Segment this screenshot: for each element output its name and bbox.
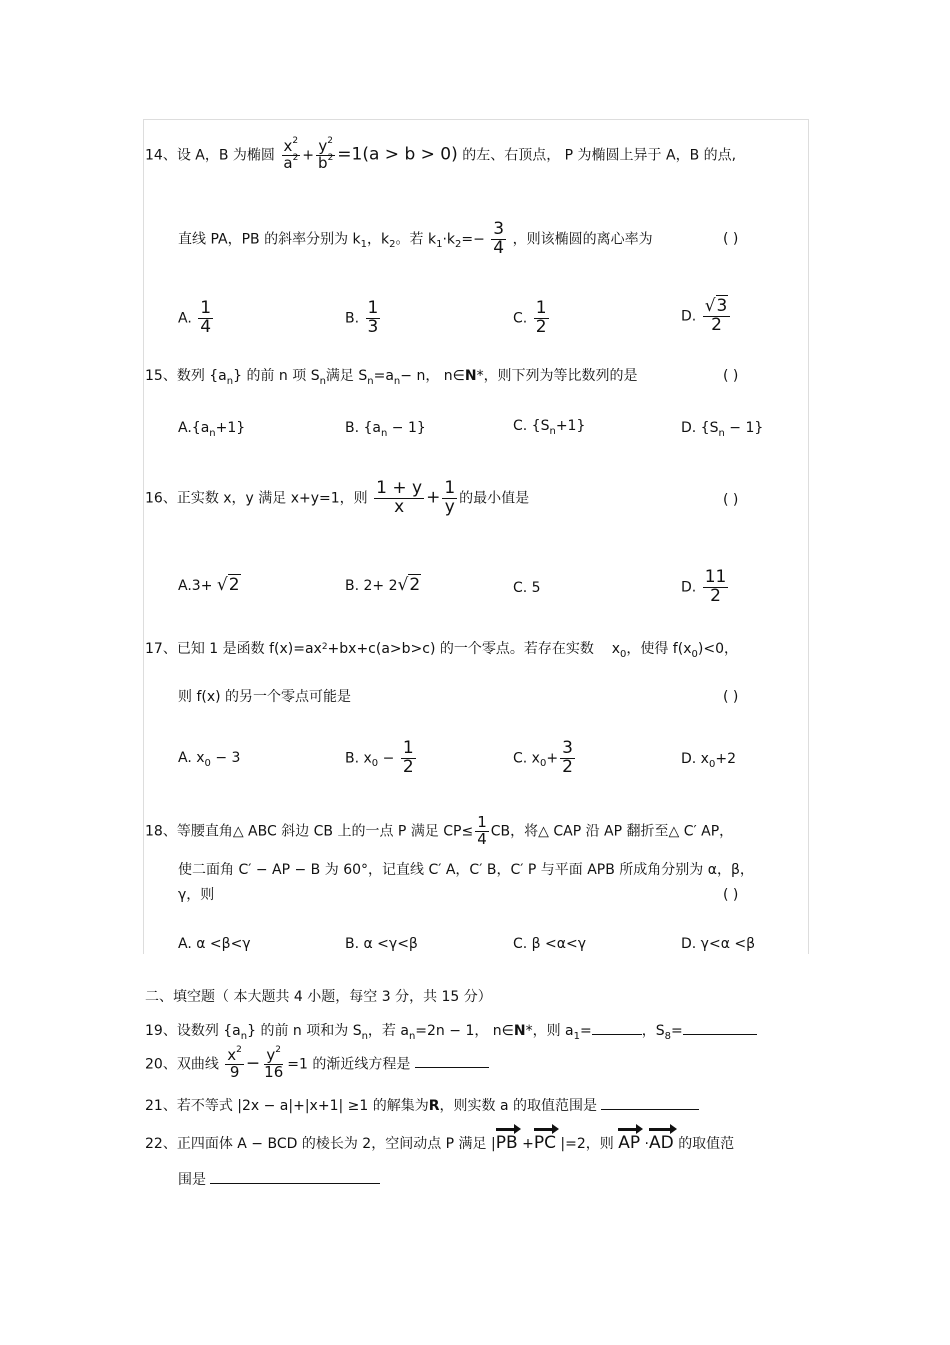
q16-option-d[interactable]: D. $\frac{11}{2}$ <box>681 567 727 606</box>
q14-fraction-3-4: $\frac{3}{4}$ <box>493 219 505 258</box>
q16-option-c[interactable]: C. 5 <box>513 580 541 596</box>
q20-fraction-x-9: $\frac{x^2}{9}$ <box>227 1045 242 1081</box>
q15-option-d[interactable]: D. $\{S_n - 1\}$ <box>681 420 764 439</box>
q19-blank-a1[interactable] <box>592 1022 642 1035</box>
question-20: 20、双曲线 $\frac{x^2}{9}$ − $\frac{y^2}{16}$ =1 的渐近线方程是 <box>145 1048 489 1081</box>
q20-fraction-y-16: $\frac{y^2}{16}$ <box>264 1045 284 1081</box>
question-19: 19、设数列 $\{a_n\}$ 的前 n 项和为 $S_n$，若 $a_n=2n - 1$， n∈N*，则 $a_1=$ ，$S_8=$ <box>145 1022 757 1046</box>
q16-fraction-1: $\frac{1 + y}{x}$ <box>376 478 423 517</box>
q14-stem: 14、设 A，B 为椭圆 <box>145 147 275 164</box>
vector-pc: PC <box>533 1133 556 1153</box>
q17-option-c[interactable]: C. $x_0+$ $\frac{3}{2}$ <box>513 738 573 777</box>
q15-option-b[interactable]: B. $\{a_n - 1\}$ <box>345 420 426 439</box>
question-18-line-1: 18、等腰直角△ ABC 斜边 CB 上的一点 P 满足 CP≤ $\frac{1}{4}$ CB，将△ CAP 沿 AP 翻折至△ C′ AP， <box>145 813 734 848</box>
question-14-line-2: 直线 PA，PB 的斜率分别为 $k_1$，$k_2$。若 $k_1\cdot k_2=-$ $\frac{3}{4}$ ，则该椭圆的离心率为 <box>178 219 653 258</box>
q15-answer-bracket: ( ) <box>723 368 739 384</box>
q17-option-b[interactable]: B. $x_0$ − $\frac{1}{2}$ <box>345 738 414 777</box>
q22-blank[interactable] <box>210 1171 380 1184</box>
question-18-line-3: γ，则 <box>178 887 215 903</box>
q18-fraction-1-4: $\frac{1}{4}$ <box>477 813 487 848</box>
vector-ad: AD <box>649 1133 674 1153</box>
q16-fraction-2: $\frac{1}{y}$ <box>444 478 456 517</box>
q18-option-c[interactable]: C. β <α<γ <box>513 936 587 952</box>
q14-stem-rest: 的左、右顶点， P 为椭圆上异于 A，B 的点, <box>462 147 737 164</box>
q18-answer-bracket: ( ) <box>723 887 739 903</box>
question-17-line-1: 17、已知 1 是函数 $f(x)=ax^2+bx+c(a>b>c)$ 的一个零点。若存在实数 $x_0$，使得 $f(x_0)<0$， <box>145 641 738 660</box>
question-14-line-1: 14、设 A，B 为椭圆 $\frac{x^2}{a^2}$ + $\frac{y^2}{b^2}$ =1(a > b > 0) 的左、右顶点， P 为椭圆上异于 A，B 的点, <box>145 136 737 172</box>
q17-option-a[interactable]: A. $x_0 - 3$ <box>178 750 241 769</box>
question-15-stem: 15、数列 $\{a_n\}$ 的前 n 项 $S_n$满足 $S_n=a_n- n$， n∈N*，则下列为等比数列的是 <box>145 368 638 387</box>
q16-answer-bracket: ( ) <box>723 492 739 508</box>
q18-option-d[interactable]: D. γ<α <β <box>681 936 756 952</box>
vector-ap: AP <box>618 1133 641 1153</box>
q21-blank[interactable] <box>601 1097 699 1110</box>
q14-option-c[interactable]: C. $\frac{1}{2}$ <box>513 298 547 337</box>
q16-option-a[interactable]: A.3+ √2 <box>178 575 240 595</box>
q16-option-b[interactable]: B. 2+ 2√2 <box>345 575 421 595</box>
section-2-heading: 二、填空题（ 本大题共 4 小题，每空 3 分，共 15 分） <box>145 989 492 1005</box>
q14-fraction-y-b: $\frac{y^2}{b^2}$ <box>318 136 334 172</box>
question-18-line-2: 使二面角 C′ − AP − B 为 60°，记直线 C′ A，C′ B，C′ P 与平面 APB 所成角分别为 α，β， <box>178 862 754 878</box>
q15-option-a[interactable]: $A.\{a_n+1\}$ <box>178 420 246 439</box>
q15-option-c[interactable]: C. $\{S_n+1\}$ <box>513 418 586 437</box>
q14-fraction-x-a: $\frac{x^2}{a^2}$ <box>283 136 299 172</box>
question-22-line-1: 22、正四面体 A − BCD 的棱长为 2，空间动点 P 满足 |PB +PC |=2，则 AP ·AD 的取值范 <box>145 1133 735 1153</box>
q20-blank[interactable] <box>415 1055 489 1068</box>
q14-option-b[interactable]: B. $\frac{1}{3}$ <box>345 298 379 337</box>
q14-option-d[interactable]: D. $\frac{√3}{2}$ <box>681 298 732 335</box>
question-17-line-2: 则 f(x) 的另一个零点可能是 <box>178 689 352 705</box>
q14-answer-bracket: ( ) <box>723 231 739 247</box>
question-16-stem: 16、正实数 x，y 满足 x+y=1，则 $\frac{1 + y}{x}$ + $\frac{1}{y}$ 的最小值是 <box>145 478 530 517</box>
vector-pb: PB <box>495 1133 518 1153</box>
q18-option-a[interactable]: A. α <β<γ <box>178 936 251 952</box>
question-21: 21、若不等式 |2x − a|+|x+1| ≥1 的解集为R，则实数 a 的取值范围是 <box>145 1097 699 1115</box>
question-22-line-2: 围是 <box>178 1171 380 1189</box>
q19-blank-s8[interactable] <box>683 1022 757 1035</box>
q14-equation-rhs: =1(a > b > 0) <box>337 144 458 165</box>
q17-answer-bracket: ( ) <box>723 689 739 705</box>
q14-option-a[interactable]: A. $\frac{1}{4}$ <box>178 298 212 337</box>
q18-option-b[interactable]: B. α <γ<β <box>345 936 418 952</box>
q17-option-d[interactable]: D. $x_0+2$ <box>681 751 736 770</box>
